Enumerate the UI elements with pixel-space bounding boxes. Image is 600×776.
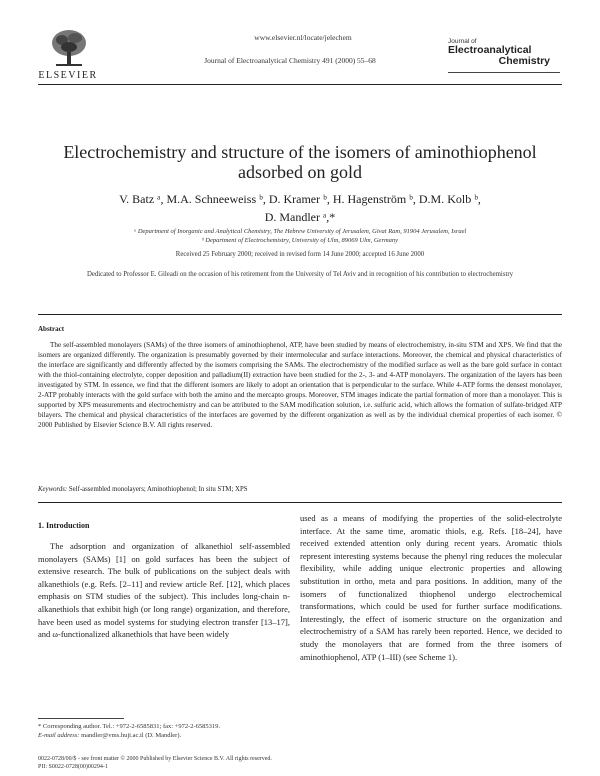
section-heading: 1. Introduction: [38, 521, 90, 530]
copyright-line: 0022-0728/00/$ - see front matter © 2000 Published by Elsevier Science B.V. All rights reserved.: [38, 756, 272, 762]
publisher-name: ELSEVIER: [38, 70, 98, 81]
journal-logo: [448, 38, 558, 67]
journal-logo-line2: Electroanalytical: [448, 44, 532, 56]
author-list: [100, 190, 500, 226]
footnote: [38, 722, 290, 740]
dedication: Dedicated to Professor E. Gileadi on the occasion of his retirement from the University of Tel Aviv and in recognition of his contribution to electrochemistry: [86, 271, 514, 278]
right-column-text: used as a means of modifying the properties of the solid-electrolyte interface. At the same time, aromatic thiols, e.g. Refs. [18–24], have received extended attention only during recent years. Aromatic thiols represent interesting systems because the phenyl ring reduces the molecular flexibility, while adding unique electronic properties and allowing substitution in ortho, meta and para positions. In addition, many of the isomers of functionalized thiophenol undergo electrochemical transformations, which could be used for further surface modifications. Interestingly, the effect of isomeric structure on the organization and electrochemistry of a SAM has rarely been reported. Hence, we decided to study the monolayers that are formed from the three isomers of aminothiophenol, ATP (1–III) (see Scheme 1).: [300, 513, 562, 662]
footnote-email-label: E-mail address:: [38, 732, 80, 739]
article-title: Electrochemistry and structure of the isomers of aminothiophenol adsorbed on gold: [63, 142, 537, 182]
pii-line: PII: S0022-0728(00)00294-1: [38, 764, 108, 770]
journal-url[interactable]: www.elsevier.nl/locate/jelechem: [254, 33, 352, 42]
journal-logo-line3: Chemistry: [498, 55, 550, 67]
footnote-divider: [38, 718, 124, 719]
affiliations: [40, 227, 560, 245]
journal-logo-line1: Journal of: [448, 38, 477, 45]
affiliation-b: ᵇ Department of Electrochemistry, University of Ulm, 89069 Ulm, Germany: [201, 237, 399, 244]
publisher-logo: [38, 28, 98, 84]
footnote-corresponding: * Corresponding author. Tel.: +972-2-6585831; fax: +972-2-6585319.: [38, 723, 221, 730]
affiliation-a: ᵃ Department of Inorganic and Analytical Chemistry, The Hebrew University of Jerusalem, Givat Ram, 91904 Jerusalem, Israel: [133, 228, 467, 235]
authors-line-2: D. Mandler ᵃ,*: [264, 210, 336, 224]
journal-logo-rule: [448, 72, 560, 73]
journal-citation: Journal of Electroanalytical Chemistry 491 (2000) 55–68: [204, 56, 376, 65]
copyright-footer: [38, 755, 558, 771]
abstract-divider: [38, 502, 562, 503]
elsevier-tree-icon: [50, 28, 88, 68]
footnote-email[interactable]: mandler@vms.huji.ac.il (D. Mandler).: [81, 732, 182, 739]
keywords-list: Self-assembled monolayers; Aminothiophenol; In situ STM; XPS: [68, 486, 248, 493]
abstract-heading: Abstract: [38, 325, 65, 333]
left-column-text: The adsorption and organization of alkanethiol self-assembled monolayers (SAMs) [1] on gold surfaces has been the subject of extensive research. The bulk of publications on the subject deals with alkanethiols (e.g. Refs. [2–11] and review article Ref. [12], which places emphasis on STM studies of the subject). This includes long-chain n-alkanethiols that exhibit high (or long range) organization, and therefore, have been used as model systems for studying electron transfer [13–17], and ω-functionalized alkanethiols that have been widely: [38, 541, 290, 640]
keywords-label: Keywords:: [38, 486, 68, 493]
authors-line-1: V. Batz ᵃ, M.A. Schneeweiss ᵇ, D. Kramer ᵇ, H. Hagenström ᵇ, D.M. Kolb ᵇ,: [119, 192, 481, 206]
title-divider: [38, 314, 562, 315]
footnote-email-line: [38, 731, 290, 740]
keywords: [38, 486, 562, 493]
header-divider: [38, 84, 562, 85]
abstract-text: The self-assembled monolayers (SAMs) of the three isomers of aminothiophenol, ATP, have been studied by means of electrochemistry, in-situ STM and XPS. We find that the isomers are organized differently. The organization is presumably governed by their intermolecular and surface interactions. Moreover, the chemical and physical characteristics of the interface are significantly and differently affected by the isomers comprising the SAMs. The electrochemistry of the modified surface as well as the bare gold surface in contact with the thiol-containing electrolyte, copper deposition and palladium(II) extraction have been studied for the 2-, 3- and 4-ATP monolayers. The organization of the layers has been investigated by STM. In essence, we find that the different isomers are likely to adopt an orientation that is perpendicular to the surface. While 4-ATP forms the densest monolayer, 2-ATP probably interacts with the gold surface with both the amino and the mercapto groups. Moreover, STM images indicate the partial formation of more than a monolayer. This is supported by XPS measurements and electrochemistry and can be attributed to the SAM modification solution, i.e. sulfuric acid, which allows the formation of sulfate-bridged ATP bilayers. The chemical and physical characteristics of the interfaces are governed by the different organization as well as by the individual chemical properties of each isomer. © 2000 Published by Elsevier Science B.V. All rights reserved.: [38, 341, 562, 429]
received-dates: Received 25 February 2000; received in revised form 14 June 2000; accepted 16 June 2000: [175, 251, 425, 258]
